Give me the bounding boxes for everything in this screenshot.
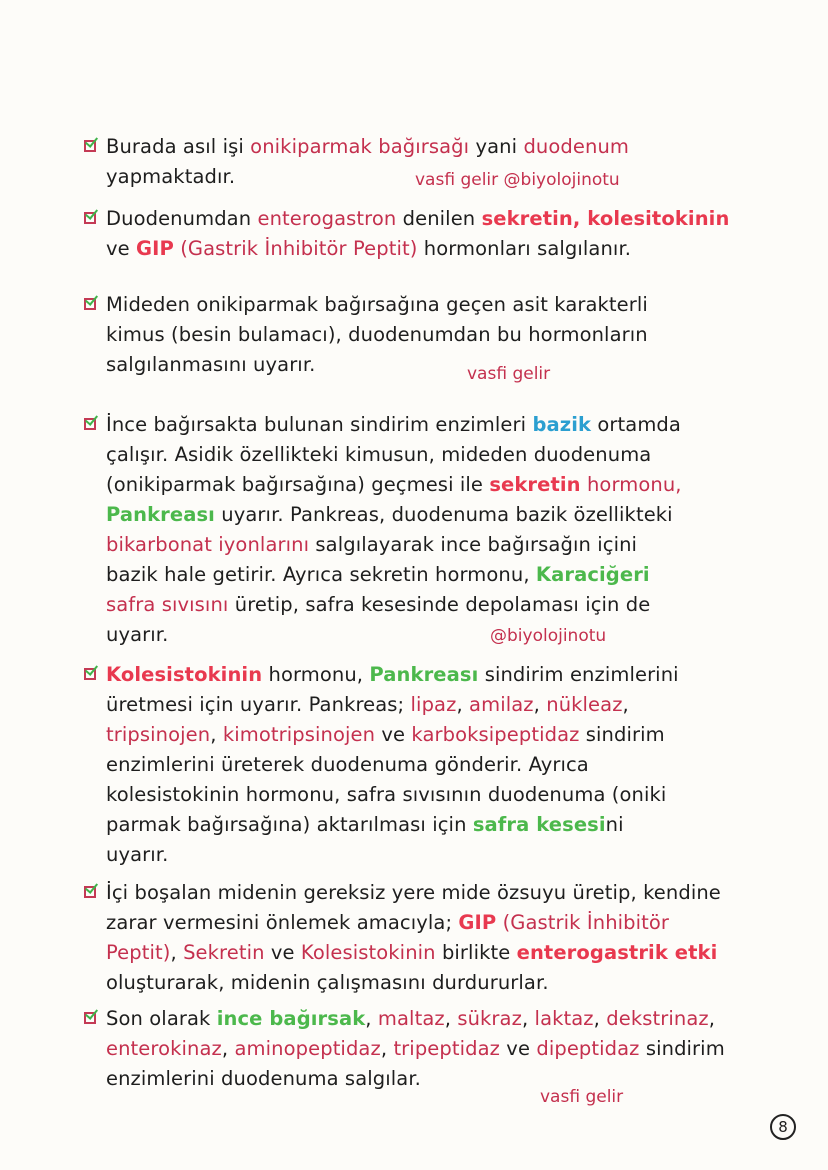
text-segment: zarar vermesini önlemek amacıyla;: [106, 911, 459, 934]
text-segment: salgılayarak ince bağırsağın içini: [309, 533, 638, 556]
text-line: [106, 1034, 725, 1064]
text-segment: (Gastrik İnhibitör: [496, 911, 670, 934]
text-segment: dipeptidaz: [536, 1037, 640, 1060]
text-segment: ve: [500, 1037, 537, 1060]
text-line: [106, 810, 624, 840]
text-segment: kimotripsinojen: [222, 723, 376, 746]
text-segment: GIP: [136, 237, 174, 260]
text-segment: bikarbonat iyonlarını: [106, 533, 310, 556]
text-line: [106, 660, 679, 690]
text-line: [106, 690, 629, 720]
text-segment: ,: [456, 693, 470, 716]
bullet-item: [84, 1004, 725, 1094]
signature-watermark: vasfi gelir: [540, 1087, 624, 1107]
text-segment: ortamda: [591, 413, 681, 436]
text-segment: aminopeptidaz: [234, 1037, 381, 1060]
text-line: [106, 290, 648, 320]
text-segment: maltaz: [377, 1007, 445, 1030]
text-segment: birlikte: [435, 941, 517, 964]
text-segment: ve: [264, 941, 301, 964]
text-segment: lipaz: [410, 693, 457, 716]
text-segment: enzimlerini duodenuma salgılar.: [106, 1067, 421, 1090]
text-line: [106, 560, 650, 590]
text-segment: uyarır.: [106, 843, 169, 866]
text-segment: uyarır. Pankreas, duodenuma bazik özellikteki: [214, 503, 673, 526]
text-segment: denilen: [396, 207, 482, 230]
text-segment: Son olarak: [106, 1007, 217, 1030]
text-line: [106, 410, 681, 440]
text-segment: parmak bağırsağına) aktarılması için: [106, 813, 473, 836]
text-segment: uyarır.: [106, 623, 169, 646]
text-line: [106, 720, 665, 750]
text-line: [106, 1004, 715, 1034]
signature-watermark: @biyolojinotu: [490, 626, 607, 646]
page-number: 8: [770, 1114, 796, 1140]
text-line: [106, 440, 651, 470]
text-segment: bazik hale getirir. Ayrıca sekretin hormonu,: [106, 563, 536, 586]
text-segment: ve: [375, 723, 412, 746]
text-segment: yapmaktadır.: [106, 165, 236, 188]
text-segment: (onikiparmak bağırsağına) geçmesi ile: [106, 473, 490, 496]
text-segment: ,: [533, 693, 547, 716]
bullet-item: [84, 204, 729, 264]
text-segment: ,: [521, 1007, 535, 1030]
text-line: [106, 840, 168, 870]
bullet-item: [84, 410, 682, 650]
text-segment: nükleaz: [546, 693, 623, 716]
text-segment: ,: [170, 941, 184, 964]
text-segment: Mideden onikiparmak bağırsağına geçen asit karakterli: [106, 293, 648, 316]
signature-watermark: vasfi gelir: [467, 364, 551, 384]
text-segment: Kolesistokinin: [106, 663, 263, 686]
text-segment: enterokinaz: [106, 1037, 222, 1060]
text-segment: sekretin: [489, 473, 581, 496]
text-segment: sekretin, kolesitokinin: [481, 207, 730, 230]
bullet-item: [84, 290, 648, 380]
text-segment: sindirim enzimlerini: [478, 663, 679, 686]
text-segment: hormonu,: [580, 473, 682, 496]
text-segment: Duodenumdan: [106, 207, 258, 230]
text-line: [106, 162, 235, 192]
text-segment: Sekretin: [183, 941, 265, 964]
text-segment: enterogastron: [257, 207, 397, 230]
text-segment: ve: [106, 237, 137, 260]
text-segment: hormonu,: [262, 663, 370, 686]
text-segment: Burada asıl işi: [106, 135, 251, 158]
text-segment: sindirim: [579, 723, 665, 746]
checkbox-check-icon: [84, 298, 96, 310]
checkbox-check-icon: [84, 212, 96, 224]
text-segment: sindirim: [639, 1037, 725, 1060]
checkbox-check-icon: [84, 418, 96, 430]
text-segment: salgılanmasını uyarır.: [106, 353, 316, 376]
text-segment: (Gastrik İnhibitör Peptit): [173, 237, 418, 260]
text-line: [106, 620, 168, 650]
text-segment: İnce bağırsakta bulunan sindirim enzimleri: [106, 413, 533, 436]
text-line: [106, 908, 669, 938]
checkbox-check-icon: [84, 140, 96, 152]
text-segment: kolesistokinin hormonu, safra sıvısının duodenuma (oniki: [106, 783, 667, 806]
text-segment: ,: [708, 1007, 716, 1030]
checkbox-check-icon: [84, 886, 96, 898]
text-segment: karboksipeptidaz: [411, 723, 580, 746]
text-segment: üretmesi için uyarır. Pankreas;: [106, 693, 411, 716]
text-segment: üretip, safra kesesinde depolaması için de: [228, 593, 651, 616]
text-line: [106, 234, 631, 264]
text-segment: laktaz: [534, 1007, 594, 1030]
text-line: [106, 350, 315, 380]
text-segment: GIP: [458, 911, 497, 934]
text-segment: ni: [605, 813, 624, 836]
checkbox-check-icon: [84, 668, 96, 680]
text-segment: dekstrinaz: [606, 1007, 709, 1030]
text-segment: çalışır. Asidik özellikteki kimusun, mideden duodenuma: [106, 443, 652, 466]
text-segment: ,: [593, 1007, 607, 1030]
text-line: [106, 968, 549, 998]
text-segment: ince bağırsak: [216, 1007, 366, 1030]
text-segment: ,: [210, 723, 223, 746]
text-line: [106, 938, 717, 968]
text-segment: oluşturarak, midenin çalışmasını durdururlar.: [106, 971, 549, 994]
text-line: [106, 780, 666, 810]
text-segment: safra kesesi: [472, 813, 606, 836]
text-segment: Kolesistokinin: [300, 941, 436, 964]
text-segment: duodenum: [523, 135, 629, 158]
text-segment: enzimlerini üreterek duodenuma gönderir. Ayrıca: [106, 753, 589, 776]
text-segment: Karaciğeri: [535, 563, 650, 586]
text-segment: ,: [444, 1007, 458, 1030]
text-segment: ,: [365, 1007, 378, 1030]
text-line: [106, 204, 729, 234]
text-segment: enterogastrik etki: [516, 941, 718, 964]
text-segment: Peptit): [106, 941, 171, 964]
text-segment: amilaz: [469, 693, 534, 716]
text-line: [106, 590, 650, 620]
text-segment: kimus (besin bulamacı), duodenumdan bu hormonların: [106, 323, 648, 346]
text-line: [106, 320, 648, 350]
text-segment: onikiparmak bağırsağı: [250, 135, 470, 158]
text-line: [106, 878, 721, 908]
text-segment: ,: [622, 693, 629, 716]
text-segment: safra sıvısını: [106, 593, 229, 616]
text-segment: hormonları salgılanır.: [417, 237, 632, 260]
text-segment: yani: [469, 135, 524, 158]
text-segment: sükraz: [457, 1007, 522, 1030]
text-line: [106, 470, 682, 500]
text-segment: bazik: [532, 413, 592, 436]
signature-watermark: vasfi gelir @biyolojinotu: [415, 170, 620, 190]
text-segment: ,: [380, 1037, 394, 1060]
text-line: [106, 132, 629, 162]
text-segment: tripsinojen: [106, 723, 211, 746]
checkbox-check-icon: [84, 1012, 96, 1024]
text-segment: Pankreası: [106, 503, 215, 526]
text-line: [106, 530, 637, 560]
text-line: [106, 500, 673, 530]
text-segment: Pankreası: [369, 663, 479, 686]
text-segment: tripeptidaz: [393, 1037, 500, 1060]
text-line: [106, 750, 589, 780]
text-segment: İçi boşalan midenin gereksiz yere mide özsuyu üretip, kendine: [106, 881, 721, 904]
text-line: [106, 1064, 421, 1094]
bullet-item: [84, 878, 721, 998]
bullet-item: [84, 660, 679, 870]
text-segment: ,: [221, 1037, 235, 1060]
